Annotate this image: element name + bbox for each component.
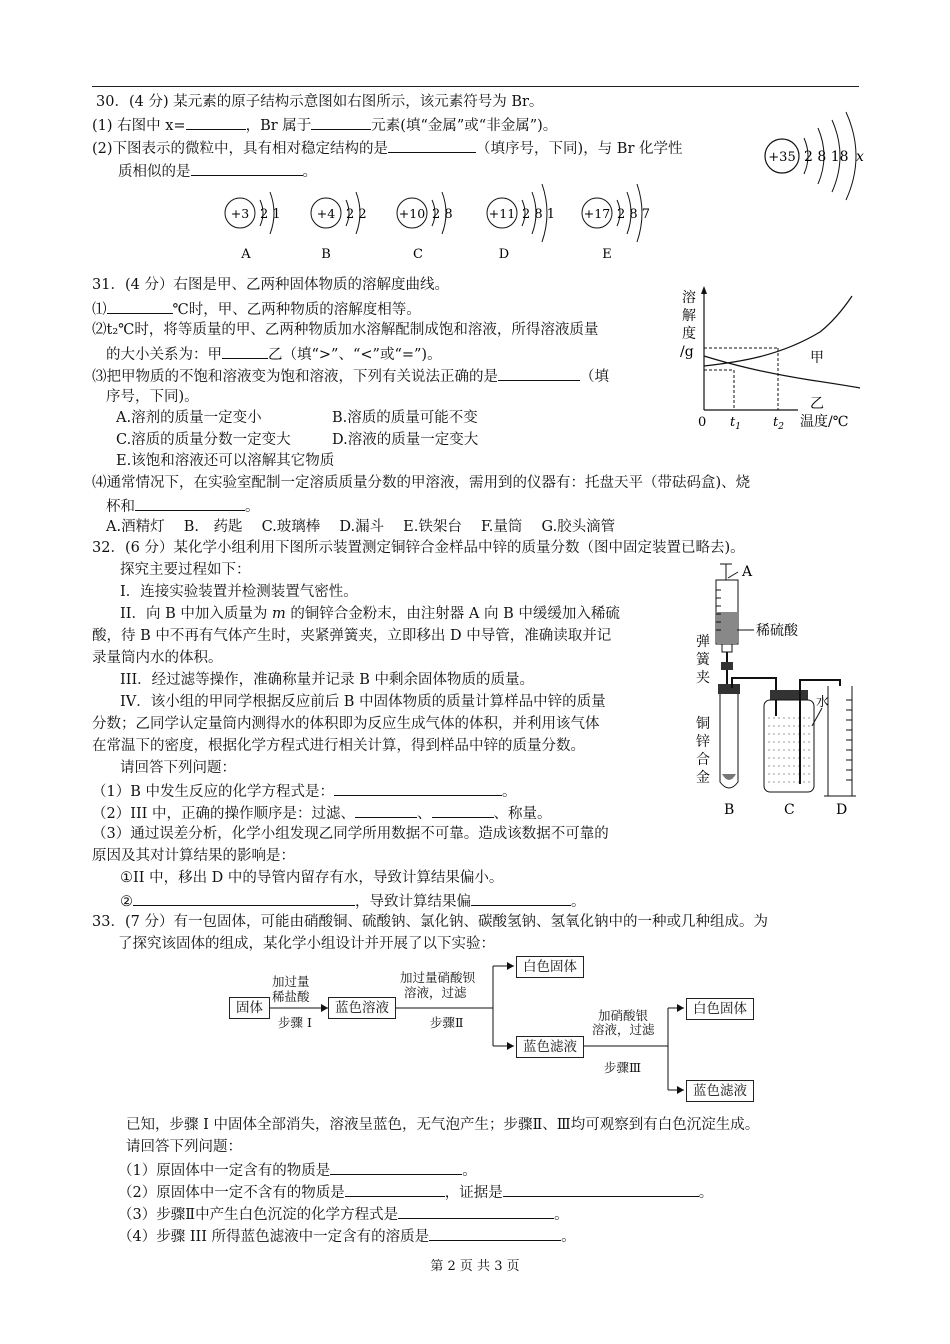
chart-y-arrow [701,286,707,294]
q31-option-e: E.该饱和溶液还可以溶解其它物质 [116,453,335,469]
flow-blue-filtrate-1: 蓝色滤液 [516,1036,584,1058]
svg-text:溶: 溶 [682,290,696,306]
q33-answer2-blank2[interactable] [503,1182,699,1197]
svg-text:2 8 1: 2 8 1 [522,207,556,222]
spring-clip [721,662,733,670]
water-label: 水 [816,695,830,710]
particle-d-label: D [498,247,510,262]
q31-part4-cont: 杯和 。 [106,496,260,516]
label-c: C [784,802,795,818]
particle-c [397,192,453,262]
q33-answer4: （4）步骤 III 所得蓝色滤液中一定含有的溶质是 。 [118,1226,576,1246]
q32-answer2: （2）III 中，正确的操作顺序是：过滤、 、 、称量。 [92,803,552,823]
q31-part1: ⑴ ℃时，甲、乙两种物质的溶解度相等。 [92,299,421,319]
svg-text:/g: /g [680,344,694,360]
q31-answer-temp[interactable] [107,299,173,314]
q33-known: 已知，步骤 I 中固体全部消失，溶液呈蓝色，无气泡产生；步骤Ⅱ、Ⅲ均可观察到有白色沉淀生成。 [126,1117,760,1133]
q31-answer-compare[interactable] [222,344,268,359]
q33-ask: 请回答下列问题： [126,1139,242,1155]
flow-add-ag-2: 溶液，过滤 [592,1022,655,1037]
chart-y-axis-label [680,289,696,360]
chart-origin: 0 [698,415,707,430]
q32-step2-cont2: 录量筒内水的体积。 [92,650,223,666]
br-shell-x: x [856,149,864,165]
svg-text:锌: 锌 [696,734,710,750]
bottle-c [764,700,814,792]
flow-step-1: 步骤 I [278,1015,312,1030]
series-yi-label: 乙 [810,396,824,412]
label-b: B [724,802,735,818]
svg-text:解: 解 [682,308,696,324]
q32-answer3-item1: ①II 中，移出 D 中的导管内留存有水，导致计算结果偏小。 [120,870,504,886]
series-jia-label: 甲 [810,350,824,366]
particle-a [225,192,281,262]
q30-part1: (1) 右图中 x= ，Br 属于 元素(填“金属”或“非金属”)。 [92,115,557,135]
particle-b [311,192,367,262]
q33-header: 33．(7 分）有一包固体，可能由硝酸铜、硫酸钠、氯化钠、碳酸氢钠、氢氧化钠中的一种或几种组成。为 [92,914,768,930]
flow-add-ag-1: 加硝酸银 [598,1008,649,1023]
label-d: D [836,802,848,818]
tick-t1: $t_1$ [730,415,741,432]
flow-blue-solution-box: 蓝色溶液 [328,997,396,1019]
q31-instruments: A.酒精灯 B. 药匙 C.玻璃棒 D.漏斗 E.铁架台 F.量筒 G.胶头滴管 [106,519,616,535]
q31-part2: ⑵t₂℃时，将等质量的甲、乙两种物质加水溶解配制成饱和溶液，所得溶液质量 [92,322,599,338]
svg-text:+3: +3 [230,206,250,221]
q30-answer-type[interactable] [311,115,371,130]
page-footer: 第 2 页 共 3 页 [430,1259,520,1274]
q32-answer2-blank1[interactable] [355,803,417,818]
q31-option-a: A.溶剂的质量一定变小 [116,410,262,426]
q33-answer2-blank1[interactable] [345,1182,445,1197]
particle-c-label: C [413,247,423,262]
q31-header: 31．(4 分）右图是甲、乙两种固体物质的溶解度曲线。 [92,277,449,293]
q30-part2: (2)下图表示的微粒中，具有相对稳定结构的是 （填序号，下同)，与 Br 化学性 [92,138,683,158]
q31-part3-cont: 序号，下同)。 [106,389,199,405]
svg-text:簧: 簧 [696,652,710,668]
syringe-acid [717,612,737,643]
q32-step2-cont1: 酸，待 B 中不再有气体产生时，夹紧弹簧夹，立即移出 D 中导管，准确读取并记 [92,628,612,644]
flow-white-solid-2: 白色固体 [686,998,754,1020]
q31-part2-cont: 的大小关系为：甲 乙（填“>”、“<”或“=”)。 [106,344,442,364]
svg-text:+11: +11 [488,206,516,221]
br-atom-diagram [760,110,870,202]
q32-step1: I．连接实验装置并检测装置气密性。 [120,584,358,600]
particle-diagrams [220,178,670,264]
q32-answer3-blank2[interactable] [471,891,571,906]
q31-option-b: B.溶质的质量可能不变 [332,410,478,426]
q32-step4-cont1: 分数；乙同学认定量筒内测得水的体积即为反应生成气体的体积，并利用该气体 [92,716,600,732]
flow-add-hcl-1: 加过量 [272,974,310,989]
q32-answer3: （3）通过误差分析，化学小组发现乙同学所用数据不可靠。造成该数据不可靠的 [92,826,609,842]
acid-label: 稀硫酸 [756,623,798,639]
svg-text:2 1: 2 1 [260,207,281,222]
q33-answer1: （1）原固体中一定含有的物质是 。 [118,1160,477,1180]
q32-intro: 探究主要过程如下： [120,562,251,578]
svg-text:2 8 7: 2 8 7 [617,207,651,222]
q32-answer3-blank1[interactable] [133,891,355,906]
q31-option-c: C.溶质的质量分数一定变大 [116,432,291,448]
svg-text:度: 度 [682,326,696,342]
q32-step4: IV．该小组的甲同学根据反应前后 B 中固体物质的质量计算样品中锌的质量 [120,694,606,710]
particle-b-label: B [321,247,331,262]
svg-text:+4: +4 [316,206,336,221]
solubility-chart [670,284,870,432]
svg-text:铜: 铜 [696,716,710,732]
svg-text:2 2: 2 2 [346,207,367,222]
top-rule [92,86,859,87]
particle-e-label: E [602,247,612,262]
svg-text:+17: +17 [583,206,611,221]
particle-a-label: A [241,247,251,262]
test-tube-b [720,694,738,788]
tube-b-stopper [718,684,740,694]
svg-text:合: 合 [696,752,710,768]
q32-ask: 请回答下列问题： [120,760,236,776]
flow-add-hcl-2: 稀盐酸 [272,989,310,1004]
series-yi-line [704,356,860,388]
q33-answer4-blank[interactable] [429,1226,561,1241]
q30-part2-cont: 质相似的是 。 [118,161,317,181]
q32-step2: II．向 B 中加入质量为 m 的铜锌合金粉末，由注射器 A 向 B 中缓缓加入稀硫 [120,606,620,622]
br-nucleus-charge: +35 [768,150,796,165]
flow-add-ba-2: 溶液，过滤 [404,985,467,1000]
flow-step-3: 步骤Ⅲ [604,1060,642,1075]
particle-e [582,184,650,262]
q33-header-cont: 了探究该固体的组成，某化学小组设计并开展了以下实验： [118,936,495,952]
q32-answer3-item2: ② ，导致计算结果偏 。 [120,891,586,911]
q33-answer3: （3）步骤Ⅱ中产生白色沉淀的化学方程式是 。 [118,1204,569,1224]
svg-text:+10: +10 [398,206,426,221]
flow-blue-filtrate-2: 蓝色滤液 [686,1080,754,1102]
br-shell-electrons: 2 8 18 [804,149,849,165]
q31-option-d: D.溶液的质量一定变大 [332,432,479,448]
particle-d [487,184,555,262]
flow-add-ba-1: 加过量硝酸钡 [400,970,476,985]
q31-part3: ⑶把甲物质的不饱和溶液变为饱和溶液，下列有关说法正确的是 （填 [92,366,609,386]
svg-text:夹: 夹 [696,670,710,686]
svg-text:金: 金 [696,770,710,786]
tick-t2: $t_2$ [773,415,784,432]
q31-answer-options[interactable] [498,366,580,381]
q31-answer-instrument[interactable] [135,496,245,511]
q30-answer-stable[interactable] [388,138,476,153]
q33-answer3-blank[interactable] [398,1204,554,1219]
q32-step4-cont2: 在常温下的密度，根据化学方程式进行相关计算，得到样品中锌的质量分数。 [92,738,585,754]
q30-answer-x[interactable] [186,115,246,130]
q30-header: 30．(4 分) 某元素的原子结构示意图如右图所示，该元素符号为 Br。 [96,94,544,110]
q32-step3: III．经过滤等操作，准确称量并记录 B 中剩余固体物质的质量。 [120,672,535,688]
chart-x-axis-label: 温度/℃ [800,414,849,430]
flow-white-solid-1: 白色固体 [516,956,584,978]
bottle-c-stopper [770,690,808,700]
q32-answer1-blank[interactable] [334,781,502,796]
flow-solid-box: 固体 [229,997,270,1019]
q33-answer1-blank[interactable] [330,1160,462,1175]
q31-part4: ⑷通常情况下，在实验室配制一定溶质质量分数的甲溶液，需用到的仪器有：托盘天平（带砝码盒)、烧 [92,475,751,491]
svg-text:2 8: 2 8 [432,207,453,222]
q32-answer3-cont: 原因及其对计算结果的影响是： [92,848,295,864]
q30-answer-similar[interactable] [191,161,303,176]
q32-answer1: （1）B 中发生反应的化学方程式是： 。 [92,781,517,801]
q32-answer2-blank2[interactable] [432,803,494,818]
q33-answer2: （2）原固体中一定不含有的物质是 ，证据是 。 [118,1182,713,1202]
svg-text:弹: 弹 [696,634,710,650]
apparatus-diagram [690,560,860,822]
q32-header: 32．(6 分）某化学小组利用下图所示装置测定铜锌合金样品中锌的质量分数（图中固定装置已略去)。 [92,540,745,556]
flow-step-2: 步骤Ⅱ [430,1015,464,1030]
syringe-label-a: A [742,564,753,580]
